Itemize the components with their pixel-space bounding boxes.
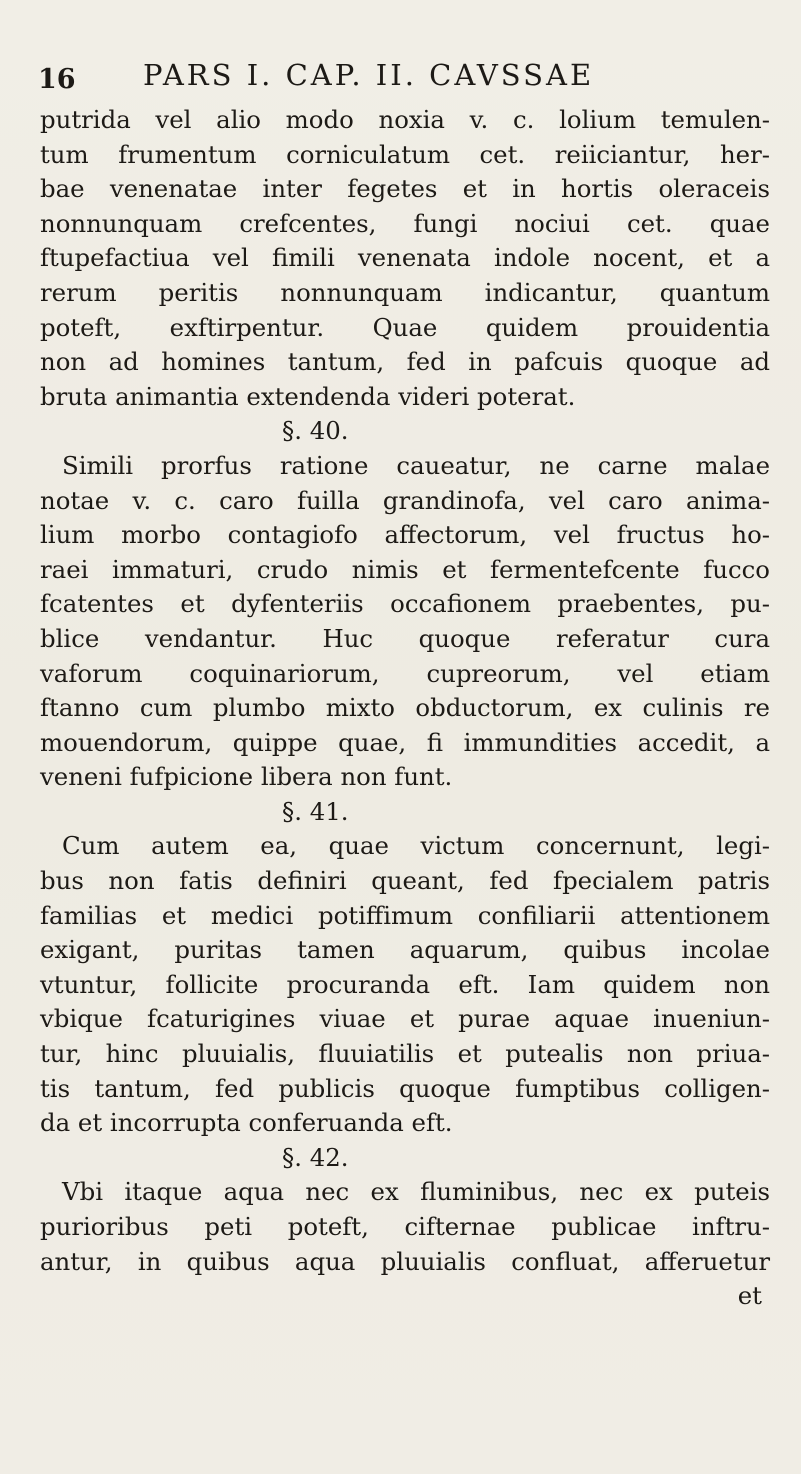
- section-heading: §. 41.: [282, 796, 349, 826]
- text-line: raei immaturi, crudo nimis et fermentefcente fucco: [40, 554, 770, 584]
- text-line: non ad homines tantum, fed in pafcuis quoque ad: [40, 347, 770, 377]
- text-line: blice vendantur. Huc quoque referatur cura: [40, 623, 770, 653]
- text-line: familias et medici potiffimum confiliarii attentionem: [40, 900, 770, 930]
- text-line: purioribus peti poteft, cifternae publicae inftru-: [40, 1212, 770, 1241]
- text-line: nonnunquam crefcentes, fungi nociui cet. quae: [40, 208, 770, 238]
- text-line: vbique fcaturigines viuae et purae aquae inueniun-: [40, 1004, 770, 1034]
- text-line: antur, in quibus aqua pluuialis confluat, afferuetur: [40, 1246, 770, 1276]
- text-line: Simili prorfus ratione caueatur, ne carne malae: [62, 450, 770, 480]
- text-line: poteft, exftirpentur. Quae quidem prouidentia: [40, 312, 770, 342]
- text-line: vtuntur, follicite procuranda eft. Iam quidem non: [40, 969, 770, 999]
- text-line: bruta animantia extendenda videri poterat.: [40, 381, 576, 411]
- text-line: bus non fatis definiri queant, fed fpecialem patris: [40, 866, 770, 896]
- text-line: rerum peritis nonnunquam indicantur, quantum: [40, 277, 770, 307]
- text-line: fcatentes et dyfenteriis occafionem praebentes, pu-: [40, 589, 770, 619]
- text-line: tum frumentum corniculatum cet. reiiciantur, her-: [40, 139, 770, 169]
- text-line: Vbi itaque aqua nec ex fluminibus, nec ex puteis: [62, 1177, 770, 1207]
- text-line: Cum autem ea, quae victum concernunt, legi-: [62, 831, 770, 861]
- text-line: notae v. c. caro fuilla grandinofa, vel caro anima-: [40, 485, 770, 515]
- section-heading: §. 42.: [282, 1142, 349, 1172]
- section-heading: §. 40.: [282, 416, 349, 446]
- text-line: tis tantum, fed publicis quoque fumptibus colligen-: [40, 1073, 770, 1103]
- text-line: putrida vel alio modo noxia v. c. lolium temulen-: [40, 105, 770, 134]
- text-line: da et incorrupta conferuanda eft.: [40, 1108, 453, 1138]
- text-line: veneni fufpicione libera non funt.: [40, 762, 453, 792]
- page-number: 16: [38, 64, 76, 95]
- running-head: [38, 56, 768, 96]
- body-text: [40, 103, 770, 1314]
- text-line: ftanno cum plumbo mixto obductorum, ex culinis re: [40, 693, 770, 723]
- text-line: exigant, puritas tamen aquarum, quibus incolae: [40, 935, 770, 965]
- text-line: lium morbo contagiofo affectorum, vel fructus ho-: [40, 520, 770, 550]
- text-line: tur, hinc pluuialis, fluuiatilis et putealis non priua-: [40, 1039, 770, 1069]
- catchword: et: [737, 1281, 762, 1311]
- running-title: PARS I. CAP. II. CAVSSAE: [143, 58, 595, 92]
- text-line: mouendorum, quippe quae, fi immundities accedit, a: [40, 727, 770, 757]
- text-line: vaforum coquinariorum, cupreorum, vel etiam: [40, 658, 770, 688]
- text-line: ftupefactiua vel fimili venenata indole nocent, et a: [40, 243, 770, 273]
- text-line: bae venenatae inter fegetes et in hortis oleraceis: [40, 174, 770, 204]
